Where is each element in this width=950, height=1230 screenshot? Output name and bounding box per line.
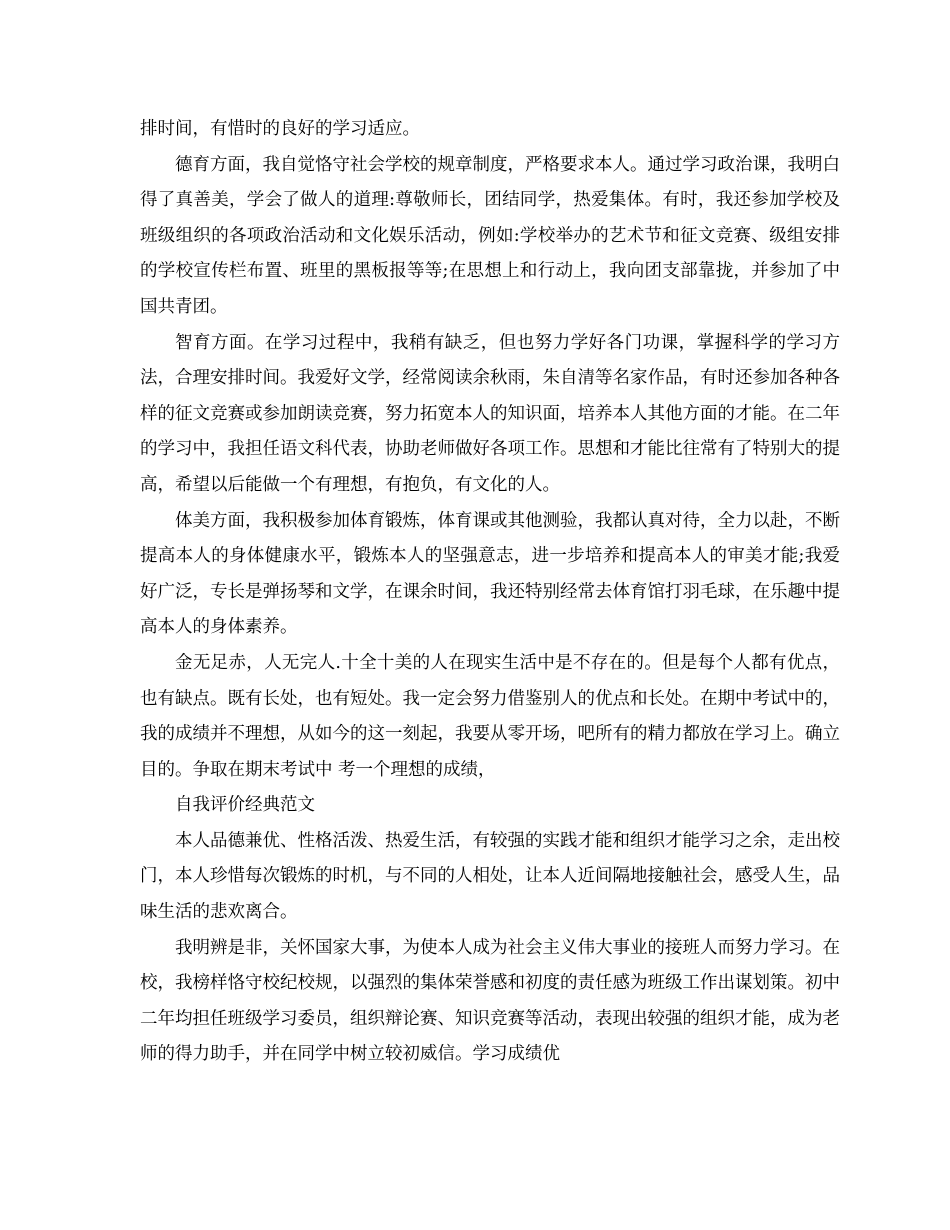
document-body xyxy=(140,112,840,1073)
paragraph-continuation: 排时间，有惜时的良好的学习适应。 xyxy=(140,119,420,139)
paragraph-moral-education: 德育方面，我自觉恪守社会学校的规章制度，严格要求本人。通过学习政治课，我明白得了真善美，学会了做人的道理:尊敬师长，团结同学，热爱集体。有时，我还参加学校及班级组织的各项政治活动和文化娱乐活动，例如:学校举办的艺术节和征文竞赛、级组安排的学校宣传栏布置、班里的黑板报等等;在思想上和行动上，我向团支部靠拢，并参加了中国共青团。 xyxy=(140,154,840,317)
paragraph-character: 本人品德兼优、性格活泼、热爱生活，有较强的实践才能和组织才能学习之余，走出校门，本人珍惜每次锻炼的时机，与不同的人相处，让本人近间隔地接触社会，感受人生，品味生活的悲欢离合。 xyxy=(140,830,840,923)
paragraph-intellectual-education: 智育方面。在学习过程中，我稍有缺乏，但也努力学好各门功课，掌握科学的学习方法，合理安排时间。我爱好文学，经常阅读余秋雨，朱自清等名家作品，有时还参加各种各样的征文竞赛或参加朗读竞赛，努力拓宽本人的知识面，培养本人其他方面的才能。在二年的学习中，我担任语文科代表，协助老师做好各项工作。思想和才能比往常有了特别大的提高，希望以后能做一个有理想，有抱负，有文化的人。 xyxy=(140,332,840,495)
paragraph-school-duties: 我明辨是非，关怀国家大事，为使本人成为社会主义伟大事业的接班人而努力学习。在校，我榜样恪守校纪校规，以强烈的集体荣誉感和初度的责任感为班级工作出谋划策。初中二年均担任班级学习委员，组织辩论赛、知识竞赛等活动，表现出较强的组织才能，成为老师的得力助手，并在同学中树立较初威信。学习成绩优 xyxy=(140,937,840,1065)
paragraph-self-improvement: 金无足赤，人无完人.十全十美的人在现实生活中是不存在的。但是每个人都有优点，也有缺点。既有长处，也有短处。我一定会努力借鉴别人的优点和长处。在期中考试中的，我的成绩并不理想，从如今的这一刻起，我要从零开场，吧所有的精力都放在学习上。确立目的。争取在期末考试中 考一个理想的成绩， xyxy=(140,652,840,780)
paragraph-physical-aesthetic: 体美方面，我积极参加体育锻炼，体育课或其他测验，我都认真对待，全力以赴，不断提高本人的身体健康水平，锻炼本人的坚强意志，进一步培养和提高本人的审美才能;我爱好广泛，专长是弹扬琴和文学，在课余时间，我还特别经常去体育馆打羽毛球，在乐趣中提高本人的身体素养。 xyxy=(140,510,840,638)
section-heading: 自我评价经典范文 xyxy=(175,795,315,816)
